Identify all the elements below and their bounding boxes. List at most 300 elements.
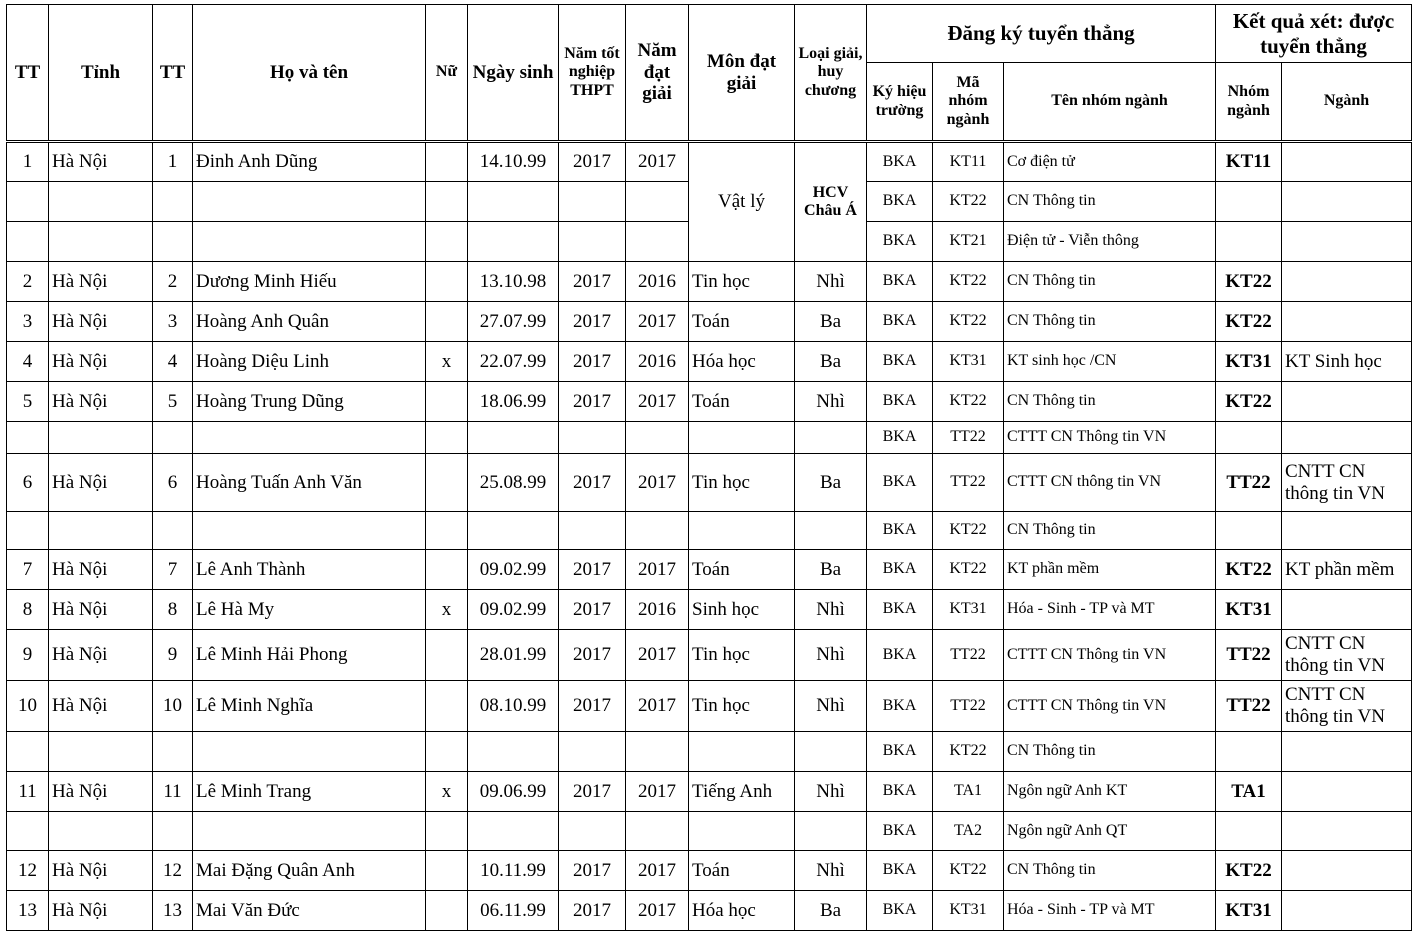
award-subject: Tin học [689, 454, 795, 512]
school-code: BKA [867, 182, 933, 222]
female-mark [426, 142, 468, 182]
empty-cell [795, 732, 867, 772]
date-of-birth: 27.07.99 [468, 302, 559, 342]
result-major: KT Sinh học [1282, 342, 1412, 382]
row-number: 12 [7, 851, 49, 891]
province: Hà Nội [49, 550, 153, 590]
row-number: 11 [7, 772, 49, 812]
student-name: Mai Văn Đức [193, 891, 426, 931]
group-name: CN Thông tin [1004, 732, 1216, 772]
award-year: 2017 [626, 772, 689, 812]
empty-cell [1216, 812, 1282, 851]
province-row-number: 7 [153, 550, 193, 590]
empty-cell [1216, 222, 1282, 262]
header-dob: Ngày sinh [468, 5, 559, 142]
row-number: 2 [7, 262, 49, 302]
header-province: Tỉnh [49, 5, 153, 142]
header-graduation-year: Năm tốt nghiệp THPT [559, 5, 626, 142]
date-of-birth: 25.08.99 [468, 454, 559, 512]
empty-cell [193, 732, 426, 772]
province: Hà Nội [49, 681, 153, 732]
empty-cell [49, 222, 153, 262]
female-mark [426, 454, 468, 512]
admission-table [6, 4, 1412, 931]
result-major [1282, 302, 1412, 342]
empty-cell [1282, 182, 1412, 222]
date-of-birth: 13.10.98 [468, 262, 559, 302]
province: Hà Nội [49, 772, 153, 812]
award-year: 2017 [626, 681, 689, 732]
empty-cell [193, 812, 426, 851]
empty-cell [795, 422, 867, 454]
school-code: BKA [867, 222, 933, 262]
graduation-year: 2017 [559, 590, 626, 630]
empty-cell [7, 182, 49, 222]
prize-type: Nhì [795, 681, 867, 732]
empty-cell [153, 512, 193, 550]
province-row-number: 13 [153, 891, 193, 931]
award-subject: Toán [689, 851, 795, 891]
award-subject: Toán [689, 302, 795, 342]
empty-cell [49, 512, 153, 550]
graduation-year: 2017 [559, 681, 626, 732]
empty-cell [7, 222, 49, 262]
group-code: KT31 [933, 590, 1004, 630]
province-row-number: 1 [153, 142, 193, 182]
date-of-birth: 09.02.99 [468, 590, 559, 630]
header-female: Nữ [426, 5, 468, 142]
empty-cell [49, 422, 153, 454]
result-group: KT31 [1216, 342, 1282, 382]
award-year: 2017 [626, 454, 689, 512]
award-subject: Toán [689, 550, 795, 590]
province-row-number: 4 [153, 342, 193, 382]
student-row [7, 142, 1412, 182]
group-code: KT22 [933, 512, 1004, 550]
group-name: CN Thông tin [1004, 182, 1216, 222]
empty-cell [153, 732, 193, 772]
province: Hà Nội [49, 262, 153, 302]
empty-cell [559, 182, 626, 222]
row-number: 6 [7, 454, 49, 512]
province-row-number: 10 [153, 681, 193, 732]
result-group: KT22 [1216, 550, 1282, 590]
empty-cell [49, 732, 153, 772]
female-mark [426, 550, 468, 590]
empty-cell [426, 732, 468, 772]
empty-cell [1282, 812, 1412, 851]
group-name: Hóa - Sinh - TP và MT [1004, 590, 1216, 630]
school-code: BKA [867, 812, 933, 851]
school-code: BKA [867, 772, 933, 812]
student-name: Hoàng Trung Dũng [193, 382, 426, 422]
date-of-birth: 28.01.99 [468, 630, 559, 681]
group-name: CN Thông tin [1004, 512, 1216, 550]
empty-cell [626, 422, 689, 454]
student-row [7, 772, 1412, 812]
result-major [1282, 590, 1412, 630]
award-year: 2016 [626, 262, 689, 302]
student-subrow [7, 512, 1412, 550]
result-major [1282, 382, 1412, 422]
result-group: KT22 [1216, 262, 1282, 302]
result-group: KT22 [1216, 302, 1282, 342]
group-name: KT phần mềm [1004, 550, 1216, 590]
empty-cell [1216, 732, 1282, 772]
empty-cell [1216, 512, 1282, 550]
student-name: Lê Anh Thành [193, 550, 426, 590]
province: Hà Nội [49, 142, 153, 182]
award-year: 2017 [626, 550, 689, 590]
graduation-year: 2017 [559, 262, 626, 302]
empty-cell [153, 222, 193, 262]
empty-cell [7, 422, 49, 454]
school-code: BKA [867, 732, 933, 772]
date-of-birth: 22.07.99 [468, 342, 559, 382]
empty-cell [689, 812, 795, 851]
prize-type: HCV Châu Á [795, 142, 867, 262]
date-of-birth: 09.06.99 [468, 772, 559, 812]
graduation-year: 2017 [559, 382, 626, 422]
group-name: Điện tử - Viễn thông [1004, 222, 1216, 262]
award-year: 2017 [626, 630, 689, 681]
award-subject: Hóa học [689, 891, 795, 931]
result-major: KT phần mềm [1282, 550, 1412, 590]
result-group: KT11 [1216, 142, 1282, 182]
female-mark: x [426, 590, 468, 630]
row-number: 10 [7, 681, 49, 732]
graduation-year: 2017 [559, 302, 626, 342]
prize-type: Nhì [795, 630, 867, 681]
empty-cell [426, 812, 468, 851]
group-code: KT22 [933, 851, 1004, 891]
group-name: CTTT CN Thông tin VN [1004, 681, 1216, 732]
date-of-birth: 08.10.99 [468, 681, 559, 732]
award-subject: Tin học [689, 630, 795, 681]
province-row-number: 6 [153, 454, 193, 512]
empty-cell [426, 222, 468, 262]
header-prize: Loại giải, huy chương [795, 5, 867, 142]
result-group: TT22 [1216, 681, 1282, 732]
school-code: BKA [867, 681, 933, 732]
school-code: BKA [867, 382, 933, 422]
female-mark [426, 382, 468, 422]
empty-cell [468, 422, 559, 454]
prize-type: Nhì [795, 590, 867, 630]
prize-type: Ba [795, 550, 867, 590]
result-group: KT31 [1216, 891, 1282, 931]
header-registration: Đăng ký tuyển thẳng [867, 5, 1216, 63]
school-code: BKA [867, 590, 933, 630]
group-code: KT22 [933, 302, 1004, 342]
female-mark [426, 681, 468, 732]
group-name: Ngôn ngữ Anh KT [1004, 772, 1216, 812]
empty-cell [153, 422, 193, 454]
province: Hà Nội [49, 891, 153, 931]
empty-cell [193, 512, 426, 550]
group-code: TT22 [933, 422, 1004, 454]
graduation-year: 2017 [559, 891, 626, 931]
province-row-number: 8 [153, 590, 193, 630]
province: Hà Nội [49, 630, 153, 681]
prize-type: Ba [795, 454, 867, 512]
prize-type: Ba [795, 891, 867, 931]
province: Hà Nội [49, 302, 153, 342]
award-year: 2017 [626, 142, 689, 182]
province: Hà Nội [49, 851, 153, 891]
empty-cell [7, 512, 49, 550]
student-row [7, 382, 1412, 422]
header-subject: Môn đạt giải [689, 5, 795, 142]
empty-cell [689, 732, 795, 772]
header-tt2: TT [153, 5, 193, 142]
result-major: CNTT CN thông tin VN [1282, 630, 1412, 681]
empty-cell [49, 182, 153, 222]
empty-cell [426, 182, 468, 222]
group-code: KT22 [933, 262, 1004, 302]
result-major [1282, 262, 1412, 302]
student-name: Mai Đặng Quân Anh [193, 851, 426, 891]
student-name: Lê Minh Hải Phong [193, 630, 426, 681]
award-subject: Toán [689, 382, 795, 422]
empty-cell [49, 812, 153, 851]
student-subrow [7, 422, 1412, 454]
row-number: 3 [7, 302, 49, 342]
school-code: BKA [867, 891, 933, 931]
empty-cell [193, 222, 426, 262]
empty-cell [153, 182, 193, 222]
female-mark [426, 851, 468, 891]
graduation-year: 2017 [559, 550, 626, 590]
award-subject: Sinh học [689, 590, 795, 630]
province-row-number: 12 [153, 851, 193, 891]
award-year: 2017 [626, 302, 689, 342]
female-mark [426, 630, 468, 681]
empty-cell [626, 512, 689, 550]
female-mark: x [426, 342, 468, 382]
school-code: BKA [867, 630, 933, 681]
student-name: Lê Minh Trang [193, 772, 426, 812]
header-full-name: Họ và tên [193, 5, 426, 142]
student-row [7, 891, 1412, 931]
province-row-number: 2 [153, 262, 193, 302]
header-tt: TT [7, 5, 49, 142]
group-code: KT31 [933, 342, 1004, 382]
empty-cell [426, 422, 468, 454]
award-year: 2017 [626, 851, 689, 891]
empty-cell [1282, 422, 1412, 454]
graduation-year: 2017 [559, 772, 626, 812]
prize-type: Nhì [795, 262, 867, 302]
result-major [1282, 891, 1412, 931]
prize-type: Ba [795, 302, 867, 342]
date-of-birth: 06.11.99 [468, 891, 559, 931]
result-major: CNTT CN thông tin VN [1282, 454, 1412, 512]
graduation-year: 2017 [559, 454, 626, 512]
group-code: KT11 [933, 142, 1004, 182]
empty-cell [468, 182, 559, 222]
school-code: BKA [867, 262, 933, 302]
province: Hà Nội [49, 382, 153, 422]
group-name: CN Thông tin [1004, 302, 1216, 342]
female-mark: x [426, 772, 468, 812]
empty-cell [426, 512, 468, 550]
empty-cell [7, 812, 49, 851]
award-subject: Tiếng Anh [689, 772, 795, 812]
graduation-year: 2017 [559, 630, 626, 681]
empty-cell [1282, 222, 1412, 262]
date-of-birth: 10.11.99 [468, 851, 559, 891]
award-year: 2017 [626, 382, 689, 422]
empty-cell [559, 222, 626, 262]
header-result: Kết quả xét: được tuyển thẳng [1216, 5, 1412, 63]
prize-type: Nhì [795, 772, 867, 812]
result-group: TT22 [1216, 454, 1282, 512]
student-name: Đinh Anh Dũng [193, 142, 426, 182]
group-code: TT22 [933, 454, 1004, 512]
row-number: 8 [7, 590, 49, 630]
result-group: KT22 [1216, 851, 1282, 891]
result-group: KT31 [1216, 590, 1282, 630]
student-subrow [7, 812, 1412, 851]
header-group-name: Tên nhóm ngành [1004, 63, 1216, 142]
date-of-birth: 09.02.99 [468, 550, 559, 590]
group-code: KT22 [933, 732, 1004, 772]
group-name: CN Thông tin [1004, 851, 1216, 891]
row-number: 4 [7, 342, 49, 382]
graduation-year: 2017 [559, 851, 626, 891]
student-name: Hoàng Anh Quân [193, 302, 426, 342]
student-row [7, 590, 1412, 630]
empty-cell [1282, 512, 1412, 550]
row-number: 5 [7, 382, 49, 422]
empty-cell [7, 732, 49, 772]
empty-cell [1216, 422, 1282, 454]
empty-cell [468, 732, 559, 772]
row-number: 1 [7, 142, 49, 182]
group-code: TT22 [933, 681, 1004, 732]
date-of-birth: 14.10.99 [468, 142, 559, 182]
province-row-number: 5 [153, 382, 193, 422]
result-group: TA1 [1216, 772, 1282, 812]
group-name: Ngôn ngữ Anh QT [1004, 812, 1216, 851]
student-row [7, 550, 1412, 590]
award-subject: Hóa học [689, 342, 795, 382]
student-row [7, 302, 1412, 342]
result-major: CNTT CN thông tin VN [1282, 681, 1412, 732]
award-year: 2017 [626, 891, 689, 931]
empty-cell [559, 732, 626, 772]
school-code: BKA [867, 550, 933, 590]
student-row [7, 630, 1412, 681]
female-mark [426, 891, 468, 931]
school-code: BKA [867, 142, 933, 182]
school-code: BKA [867, 454, 933, 512]
student-subrow [7, 732, 1412, 772]
province-row-number: 9 [153, 630, 193, 681]
graduation-year: 2017 [559, 342, 626, 382]
student-name: Lê Minh Nghĩa [193, 681, 426, 732]
student-row [7, 851, 1412, 891]
province-row-number: 11 [153, 772, 193, 812]
header-school-code: Ký hiệu trường [867, 63, 933, 142]
result-group: KT22 [1216, 382, 1282, 422]
empty-cell [559, 512, 626, 550]
student-row [7, 454, 1412, 512]
award-subject: Tin học [689, 681, 795, 732]
award-subject: Vật lý [689, 142, 795, 262]
empty-cell [468, 222, 559, 262]
group-code: KT22 [933, 550, 1004, 590]
empty-cell [626, 732, 689, 772]
empty-cell [795, 512, 867, 550]
result-group: TT22 [1216, 630, 1282, 681]
student-row [7, 342, 1412, 382]
group-code: KT22 [933, 182, 1004, 222]
header-group-code: Mã nhóm ngành [933, 63, 1004, 142]
province: Hà Nội [49, 590, 153, 630]
graduation-year: 2017 [559, 142, 626, 182]
empty-cell [559, 812, 626, 851]
group-code: KT22 [933, 382, 1004, 422]
header-result-major: Ngành [1282, 63, 1412, 142]
group-name: Hóa - Sinh - TP và MT [1004, 891, 1216, 931]
school-code: BKA [867, 302, 933, 342]
group-code: TA2 [933, 812, 1004, 851]
empty-cell [1216, 182, 1282, 222]
empty-cell [1282, 732, 1412, 772]
student-name: Lê Hà My [193, 590, 426, 630]
row-number: 7 [7, 550, 49, 590]
group-name: CTTT CN Thông tin VN [1004, 422, 1216, 454]
group-code: TA1 [933, 772, 1004, 812]
header-result-group: Nhóm ngành [1216, 63, 1282, 142]
date-of-birth: 18.06.99 [468, 382, 559, 422]
group-name: CTTT CN thông tin VN [1004, 454, 1216, 512]
empty-cell [689, 512, 795, 550]
empty-cell [559, 422, 626, 454]
result-major [1282, 851, 1412, 891]
prize-type: Nhì [795, 382, 867, 422]
school-code: BKA [867, 342, 933, 382]
award-year: 2016 [626, 590, 689, 630]
empty-cell [626, 222, 689, 262]
empty-cell [193, 182, 426, 222]
student-row [7, 262, 1412, 302]
award-year: 2016 [626, 342, 689, 382]
empty-cell [193, 422, 426, 454]
row-number: 9 [7, 630, 49, 681]
group-name: KT sinh học /CN [1004, 342, 1216, 382]
row-number: 13 [7, 891, 49, 931]
school-code: BKA [867, 422, 933, 454]
empty-cell [689, 422, 795, 454]
province-row-number: 3 [153, 302, 193, 342]
student-name: Hoàng Diệu Linh [193, 342, 426, 382]
female-mark [426, 262, 468, 302]
empty-cell [795, 812, 867, 851]
empty-cell [468, 512, 559, 550]
school-code: BKA [867, 851, 933, 891]
province: Hà Nội [49, 342, 153, 382]
empty-cell [626, 182, 689, 222]
group-name: CTTT CN Thông tin VN [1004, 630, 1216, 681]
prize-type: Ba [795, 342, 867, 382]
female-mark [426, 302, 468, 342]
empty-cell [153, 812, 193, 851]
empty-cell [468, 812, 559, 851]
group-code: KT21 [933, 222, 1004, 262]
